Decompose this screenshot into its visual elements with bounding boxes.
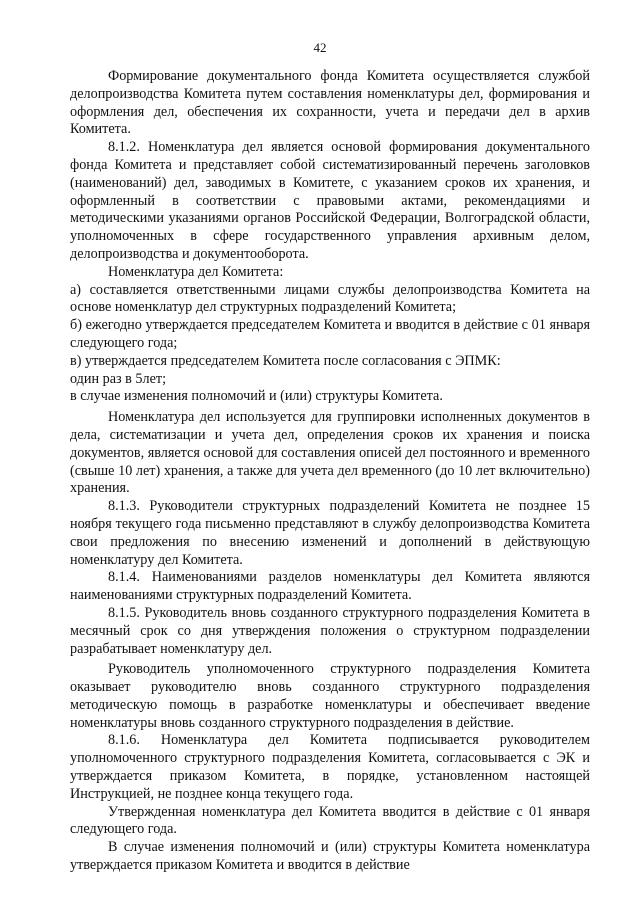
paragraph-8-1-2: 8.1.2. Номенклатура дел является основой формирования документального фонда Комитета и представляет собой систематизированный перечень заголовков (наименований) дел, заводимых в Комитете, с указанием сроков их хранения, и оформленный в соответствии с правовыми актами, рекомендациями и методическими указаниями органов Российской Федерации, Волгоградской области, уполномоченных в сфере государственного управления архивным делом, делопроизводства и документооборота. bbox=[70, 139, 590, 262]
paragraph-approved-nomenclature: Утвержденная номенклатура дел Комитета вводится в действие с 01 января следующего года. bbox=[70, 803, 590, 838]
paragraph-8-1-3: 8.1.3. Руководители структурных подразделений Комитета не позднее 15 ноября текущего года письменно представляют в службу делопроизводства Комитета свои предложения по внесению изменений и дополнений в действующую номенклатуру дел Комитета. bbox=[70, 498, 590, 568]
paragraph-8-1-4: 8.1.4. Наименованиями разделов номенклатуры дел Комитета являются наименованиями структурных подразделений Комитета. bbox=[70, 569, 590, 604]
list-item-a: а) составляется ответственными лицами службы делопроизводства Комитета на основе номенклатур дел структурных подразделений Комитета; bbox=[70, 281, 590, 316]
paragraph-8-1-6: 8.1.6. Номенклатура дел Комитета подписывается руководителем уполномоченного структурного подразделения Комитета, согласовывается с ЭК и утверждается приказом Комитета, в порядке, установленном настоящей Инструкцией, не позднее конца текущего года. bbox=[70, 732, 590, 802]
paragraph-document-fund: Формирование документального фонда Комитета осуществляется службой делопроизводства Комитета путем составления номенклатуры дел, формирования и оформления дел, обеспечения их сохранности, учета и передачи дел в архив Комитета. bbox=[70, 68, 590, 138]
document-body bbox=[70, 68, 590, 875]
paragraph-methodical-help: Руководитель уполномоченного структурного подразделения Комитета оказывает руководителю вновь созданного структурного подразделения методическую помощь в разработке номенклатуры и обеспечивает введение номенклатуры вновь созданного структурного подразделения в действие. bbox=[70, 661, 590, 731]
list-item-c: в) утверждается председателем Комитета после согласования с ЭПМК: bbox=[70, 352, 501, 369]
list-subitem-structure-change: в случае изменения полномочий и (или) структуры Комитета. bbox=[70, 388, 443, 405]
paragraph-8-1-5: 8.1.5. Руководитель вновь созданного структурного подразделения Комитета в месячный срок со дня утверждения положения о структурном подразделении разрабатывает номенклатуру дел. bbox=[70, 604, 590, 657]
list-subitem-once-in-5-years: один раз в 5лет; bbox=[70, 370, 167, 387]
list-item-b: б) ежегодно утверждается председателем Комитета и вводится в действие с 01 января следующего года; bbox=[70, 317, 590, 351]
paragraph-changes: В случае изменения полномочий и (или) структуры Комитета номенклатура утверждается приказом Комитета и вводится в действие bbox=[70, 839, 590, 874]
page-number: 42 bbox=[313, 40, 327, 55]
paragraph-nomenclature-usage: Номенклатура дел используется для группировки исполненных документов в дела, систематизации и учета дел, определения сроков их хранения и поиска документов, является основой для составления описей дел постоянного и временного (свыше 10 лет) хранения, а также для учета дел временного (до 10 лет включительно) хранения. bbox=[70, 409, 590, 497]
paragraph-nomenclature-intro: Номенклатура дел Комитета: bbox=[108, 263, 284, 280]
